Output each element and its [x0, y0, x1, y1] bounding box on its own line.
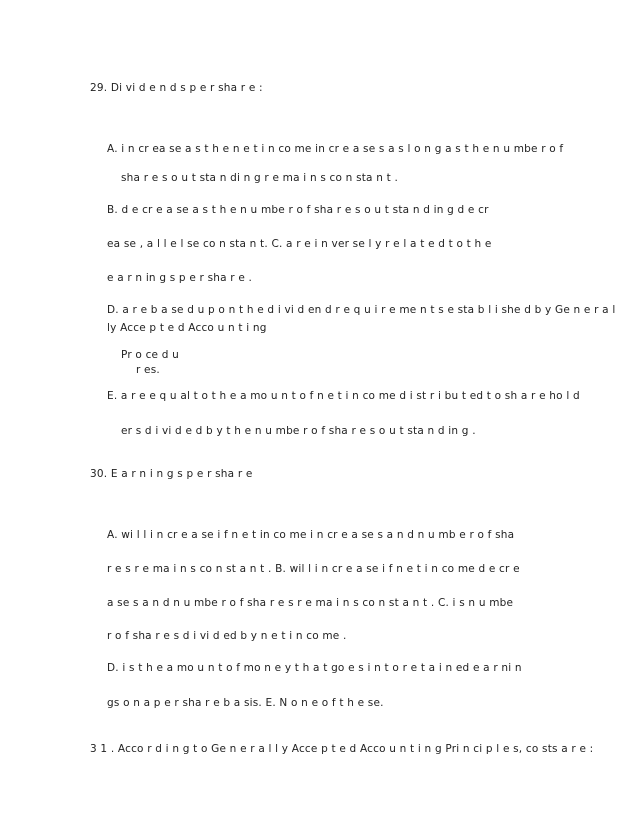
- q29-option-d-line-3: Pr o ce d u: [121, 349, 179, 361]
- q30-text-line-3: a se s a n d n u mbe r o f sha r e s r e ma i n s co n st a n t . C. i s n u mbe: [107, 597, 514, 609]
- q30-text-line-2: r e s r e ma i n s co n st a n t . B. wil l i n cr e a se i f n e t i n co me d e cr e: [107, 563, 520, 575]
- q29-option-b-line-3: e a r n in g s p e r sha r e .: [107, 272, 253, 284]
- q29-option-a-line-2: sha r e s o u t sta n di n g r e ma i n s co n sta n t .: [121, 172, 399, 184]
- q29-option-b-line-1: B. d e cr e a se a s t h e n u mbe r o f sha r e s o u t sta n d in g d e cr: [107, 204, 489, 216]
- question-29-heading: 29. Di vi d e n d s p e r sha r e :: [90, 82, 263, 94]
- q30-text-line-5: D. i s t h e a mo u n t o f mo n e y t h a t go e s i n t o r e t a i n ed e a r ni n: [107, 662, 522, 674]
- q29-option-d-line-4: r es.: [136, 364, 160, 376]
- q30-text-line-4: r o f sha r e s d i vi d ed b y n e t i n co me .: [107, 630, 347, 642]
- q30-text-line-1: A. wi l l i n cr e a se i f n e t in co me i n cr e a se s a n d n u mb e r o f sha: [107, 529, 515, 541]
- q29-option-d-line-1: D. a r e b a se d u p o n t h e d i vi d en d r e q u i r e me n t s e sta b l i she d b y Ge n e r a l: [107, 304, 616, 316]
- q30-text-line-6: gs o n a p e r sha r e b a sis. E. N o n e o f t h e se.: [107, 697, 384, 709]
- q29-option-a-line-1: A. i n cr ea se a s t h e n e t i n co me in cr e a se s a s l o n g a s t h e n u mbe r o f: [107, 143, 564, 155]
- q29-option-e-line-2: er s d i vi d e d b y t h e n u mbe r o f sha r e s o u t sta n d in g .: [121, 425, 476, 437]
- question-30-heading: 30. E a r n i n g s p e r sha r e: [90, 468, 253, 480]
- q29-option-b-line-2: ea se , a l l e l se co n sta n t. C. a r e i n ver se l y r e l a t e d t o t h e: [107, 238, 492, 250]
- question-31-heading: 3 1 . Acco r d i n g t o Ge n e r a l l y Acce p t e d Acco u n t i n g Pri n ci p l e s, co sts a r e :: [90, 743, 594, 755]
- q29-option-d-line-2: ly Acce p t e d Acco u n t i ng: [107, 322, 267, 334]
- q29-option-e-line-1: E. a r e e q u al t o t h e a mo u n t o f n e t i n co me d i st r i bu t ed t o sh a r e ho l d: [107, 390, 580, 402]
